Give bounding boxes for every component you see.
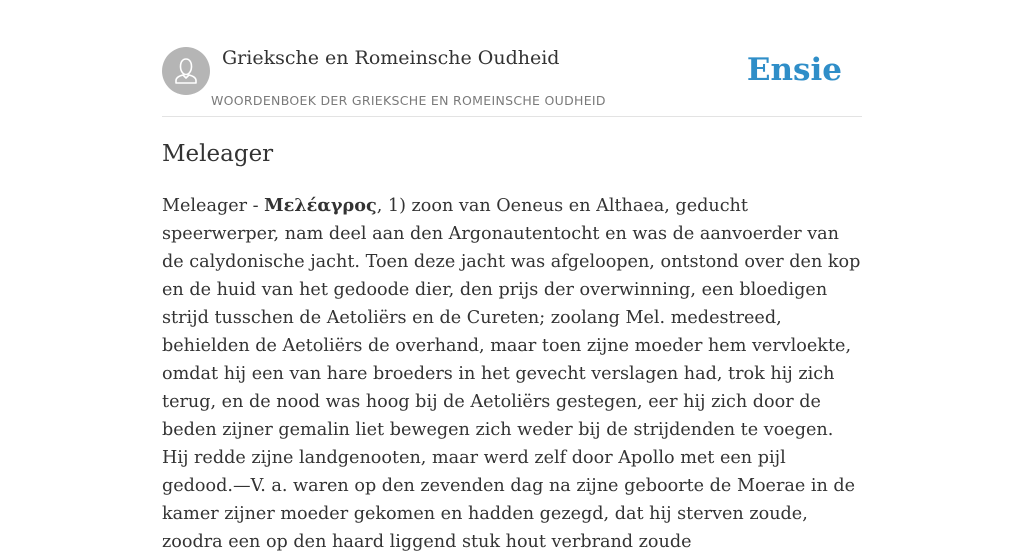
book-title-link[interactable]: Grieksche en Romeinsche Oudheid [222,47,560,69]
ensie-logo-link[interactable]: Ensie [746,52,842,88]
book-header [162,46,862,117]
article-text: , 1) zoon van Oeneus en Althaea, geducht speerwerper, nam deel aan den Argonautentocht en was de aanvoerder van de calydonische jacht. Toen deze jacht was afgeloopen, ontstond over den kop en de huid van het gedoode dier, den prijs der overwinning, een bloedigen strijd tusschen de Aetoliërs en de Cureten; zoolang Mel. medestreed, behielden de Aetoliërs de overhand, maar toen zijne moeder hem vervloekte, omdat hij een van hare broeders in het gevecht verslagen had, trok hij zich terug, en de nood was hoog bij de Aetoliërs gestegen, eer hij zich door de beden zijner gemalin liet bewegen zich weder bij de strijdenden te voegen. Hij redde zijne landgenooten, maar werd zelf door Apollo met een pijl gedood.—V. a. waren op den zevenden dag na zijne geboorte de Moerae in de kamer zijner moeder gekomen en hadden gezegd, dat hij sterven zoude, zoodra een op den haard liggend stuk hout verbrand zoude [162,196,861,552]
article-title: Meleager [162,141,274,167]
book-subtitle: WOORDENBOEK DER GRIEKSCHE EN ROMEINSCHE OUDHEID [211,93,606,108]
article-body [162,192,862,556]
article-lead: Meleager - [162,196,265,216]
user-silhouette-icon[interactable] [162,47,210,95]
greek-term: Μελέαγρος [264,195,377,216]
